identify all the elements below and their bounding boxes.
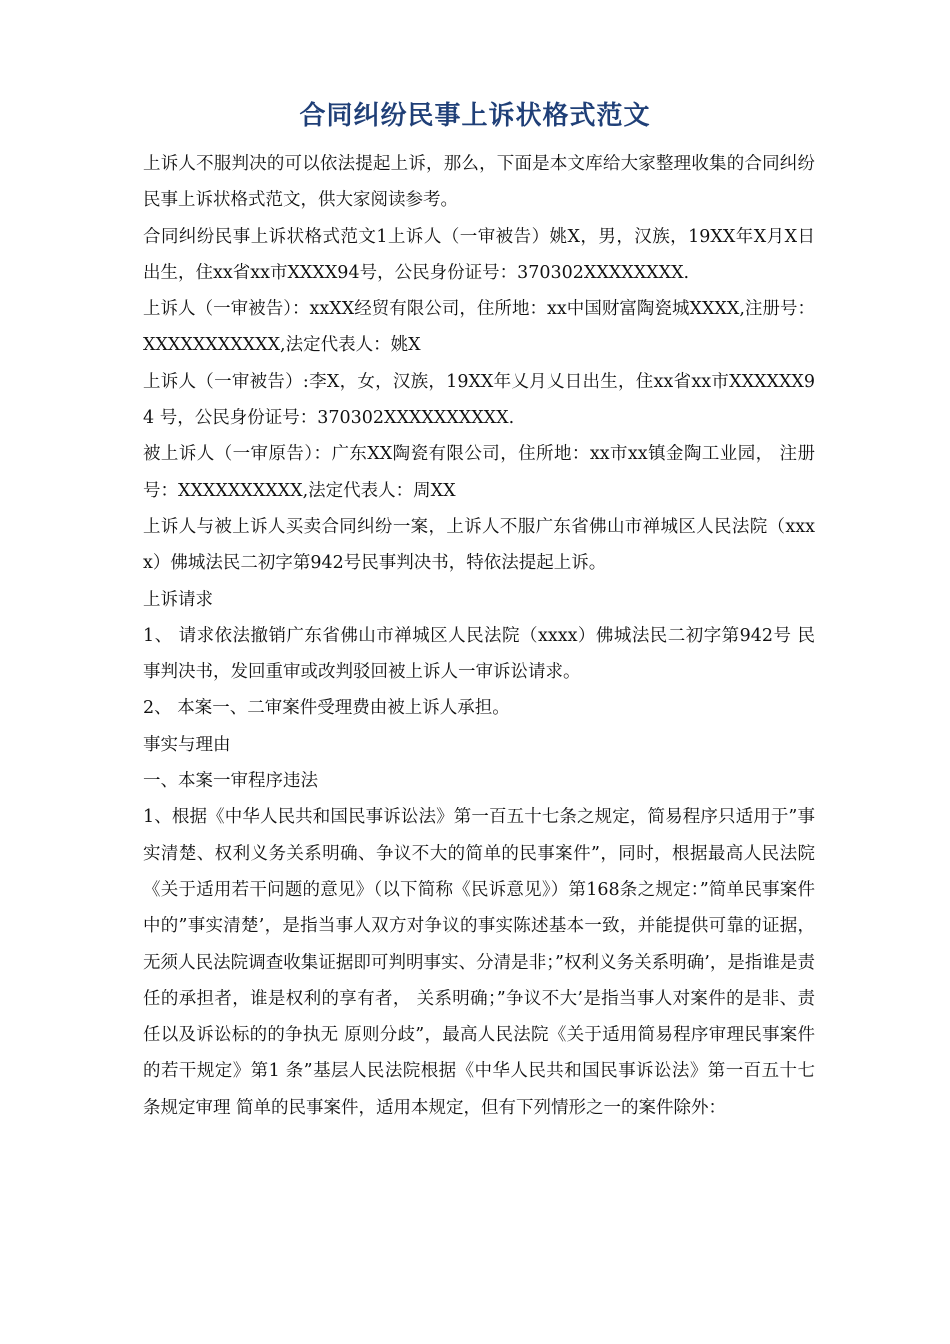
paragraph-appellant-1: 合同纠纷民事上诉状格式范文1上诉人（一审被告）姚X，男，汉族，19XX年X月X日出生，住xx省xx市XXXX94号，公民身份证号：370302XXXXXXXX.: [143, 226, 815, 283]
section-heading-appeal-requests: 上诉请求: [143, 589, 213, 610]
paragraph-appellant-company: 上诉人（一审被告）：xxXX经贸有限公司，住所地：xx中国财富陶瓷城XXXX,注册号：XXXXXXXXXXX,法定代表人：姚X: [143, 299, 815, 356]
document-title: 合同纠纷民事上诉状格式范文: [299, 101, 651, 131]
section-heading-facts-reasons: 事实与理由: [143, 734, 231, 755]
document-body: [143, 146, 815, 1126]
paragraph-appellee: 被上诉人（一审原告）：广东XX陶瓷有限公司，住所地：xx市xx镇金陶工业园， 注册号：XXXXXXXXXX,法定代表人：周XX: [143, 444, 815, 501]
list-item-request-1: 1、 请求依法撤销广东省佛山市禅城区人民法院（xxxx）佛城法民二初字第942号 民事判决书，发回重审或改判驳回被上诉人一审诉讼请求。: [143, 625, 815, 683]
list-item-request-2: 2、 本案一、二审案件受理费由被上诉人承担。: [143, 698, 510, 719]
paragraph-legal-basis: 1、根据《中华人民共和国民事诉讼法》第一百五十七条之规定，简易程序只适用于”事实清楚、权利义务关系明确、争议不大的简单的民事案件”，同时，根据最高人民法院《关于适用若干问题的意见》（以下简称《民诉意见》）第168条之规定：”简单民事案件中的”事实清楚’，是指当事人双方对争议的事实陈述基本一致，并能提供可靠的证据，无须人民法院调查收集证据即可判明事实、分清是非；”权利义务关系明确’，是指谁是责任的承担者，谁是权利的享有者， 关系明确；”争议不大’是指当事人对案件的是非、责任以及诉讼标的的争执无 原则分歧”，最高人民法院《关于适用简易程序审理民事案件的若干规定》第1 条”基层人民法院根据《中华人民共和国民事诉讼法》第一百五十七条规定审理 简单的民事案件，适用本规定，但有下列情形之一的案件除外：: [143, 807, 815, 1118]
paragraph-case-summary: 上诉人与被上诉人买卖合同纠纷一案，上诉人不服广东省佛山市禅城区人民法院（xxxx）佛城法民二初字第942号民事判决书，特依法提起上诉。: [143, 516, 815, 574]
subheading-procedure-violation: 一、本案一审程序违法: [143, 771, 318, 792]
paragraph-intro: 上诉人不服判决的可以依法提起上诉，那么，下面是本文库给大家整理收集的合同纠纷民事上诉状格式范文，供大家阅读参考。: [143, 154, 815, 211]
paragraph-appellant-2: 上诉人（一审被告）:李X，女，汉族，19XX年乂月乂日出生，住xx省xx市XXXXXX94 号，公民身份证号：370302XXXXXXXXXX.: [143, 371, 815, 429]
